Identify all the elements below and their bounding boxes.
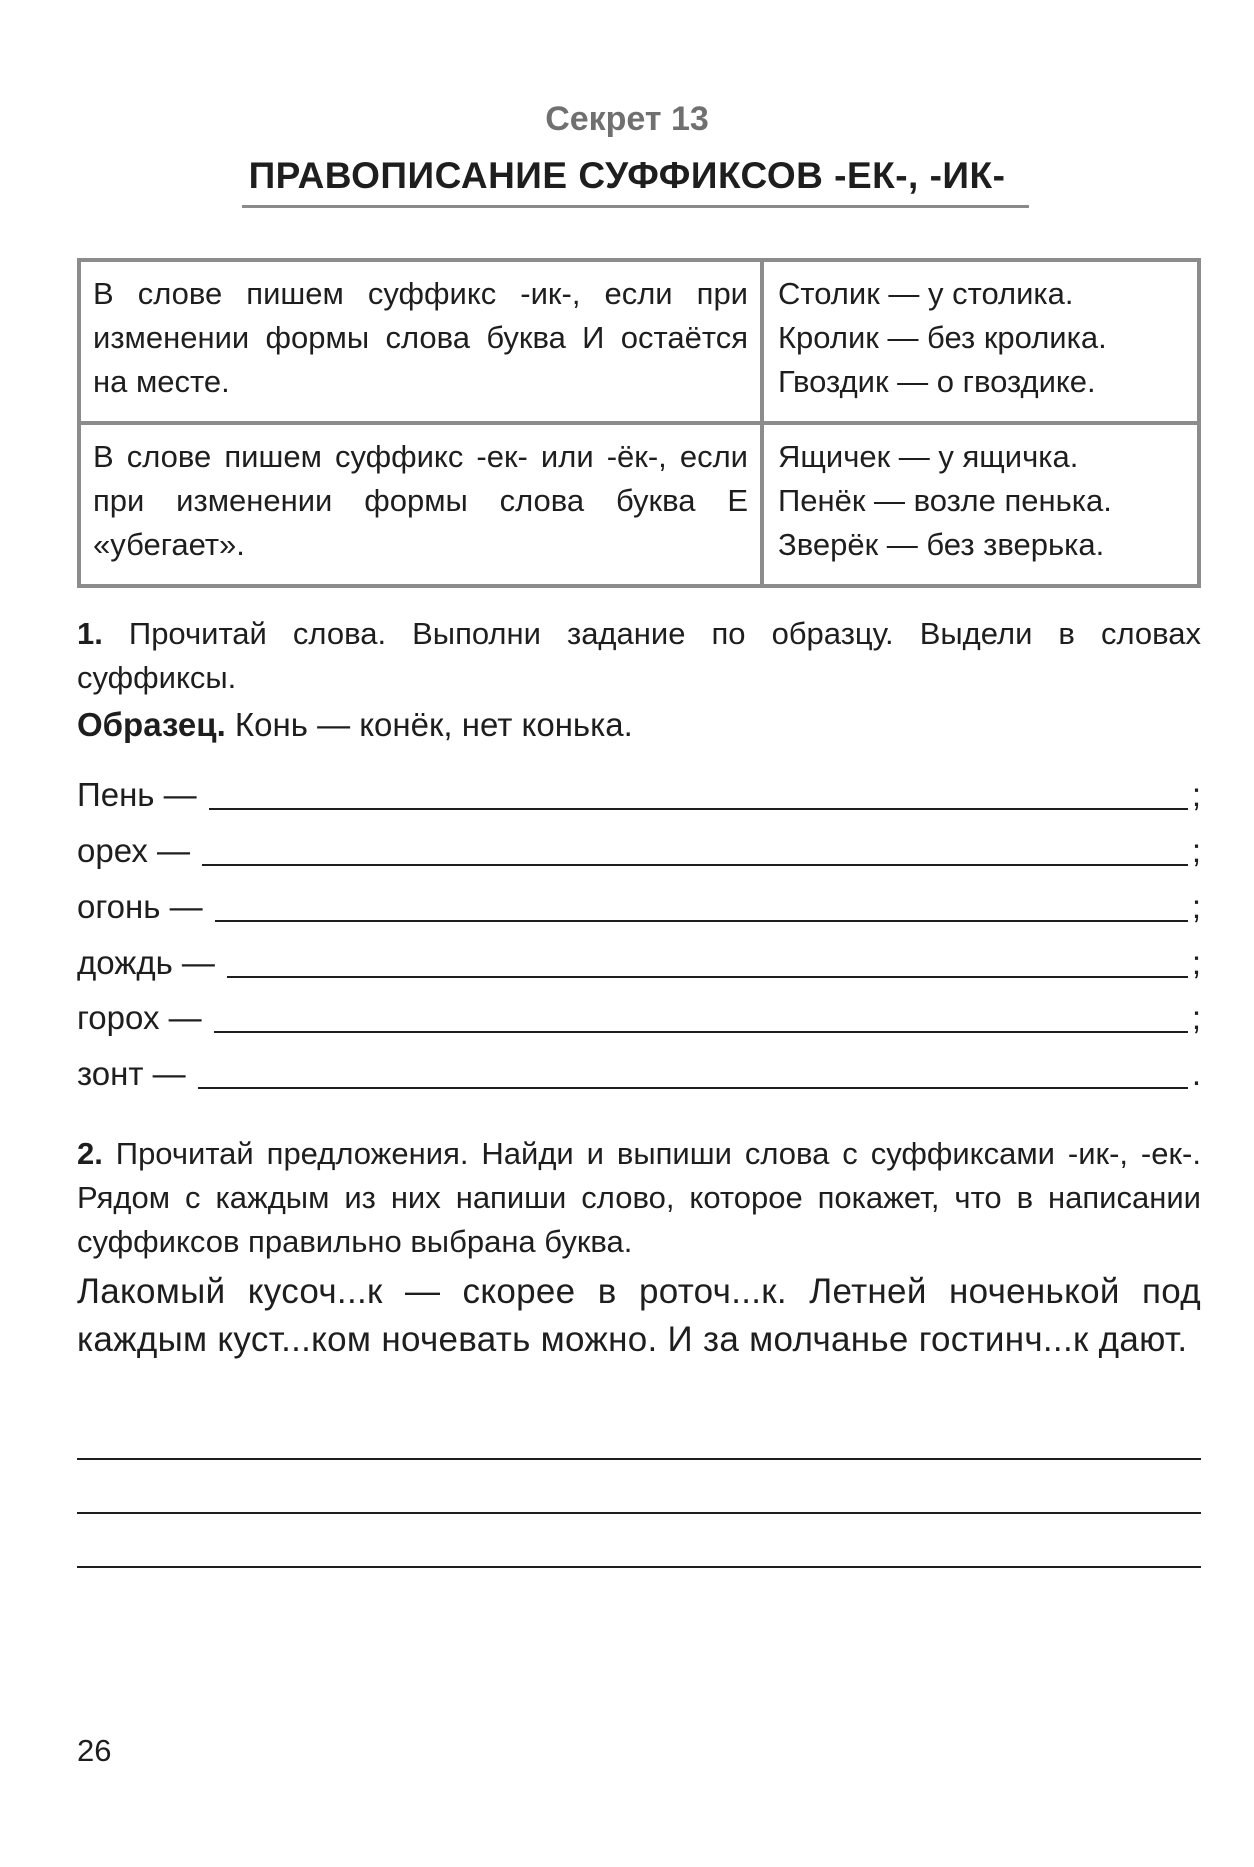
fill-word: горох — <box>77 999 202 1036</box>
answer-line[interactable] <box>77 1458 1201 1460</box>
fill-punct: . <box>1191 1055 1201 1092</box>
fill-word: Пень — <box>77 776 197 813</box>
answer-blank[interactable] <box>227 946 1188 978</box>
task1-sample <box>77 703 633 747</box>
section-label: Секрет 13 <box>545 100 709 138</box>
fill-word: орех — <box>77 832 191 869</box>
rules-row-ik <box>79 260 1199 423</box>
fill-word: дождь — <box>77 944 215 981</box>
fill-punct: ; <box>1191 888 1201 925</box>
rule-ek-text: В слове пишем суффикс -ек- или -ёк-, если при изменении формы слова буква Е «убегает». <box>79 423 762 586</box>
rule-ek-examples <box>762 423 1199 586</box>
rules-row-ek <box>79 423 1199 586</box>
page-title: ПРАВОПИСАНИЕ СУФФИКСОВ -ЕК-, -ИК- <box>248 155 1006 196</box>
answer-blank[interactable] <box>198 1057 1188 1089</box>
sample-text: Конь — конёк, нет конька. <box>234 706 633 743</box>
fill-punct: ; <box>1191 999 1201 1036</box>
answer-line[interactable] <box>77 1512 1201 1514</box>
task2-number: 2. <box>77 1136 103 1171</box>
answer-blank[interactable] <box>209 778 1188 810</box>
fill-row-ogon <box>77 882 1201 932</box>
fill-punct: ; <box>1191 776 1201 813</box>
task1-number: 1. <box>77 616 103 651</box>
fill-punct: ; <box>1191 832 1201 869</box>
rules-table <box>77 258 1201 588</box>
example-line: Пенёк — возле пенька. <box>778 483 1112 518</box>
fill-row-zont <box>77 1049 1201 1099</box>
answer-line[interactable] <box>77 1566 1201 1568</box>
fill-row-goroh <box>77 993 1201 1043</box>
fill-row-pen <box>77 770 1201 820</box>
sample-label: Образец. <box>77 706 226 743</box>
task1-instruction <box>77 612 1201 700</box>
fill-punct: ; <box>1191 944 1201 981</box>
example-line: Гвоздик — о гвоздике. <box>778 364 1096 399</box>
task1-text: Прочитай слова. Выполни задание по образцу. Выдели в словах суффиксы. <box>77 616 1201 695</box>
answer-blank[interactable] <box>215 890 1188 922</box>
rule-ik-examples <box>762 260 1199 423</box>
answer-blank[interactable] <box>202 834 1188 866</box>
example-line: Ящичек — у ящичка. <box>778 439 1079 474</box>
task2-proverbs: Лакомый кусоч...к — скорее в роточ...к. Летней ноченькой под каждым куст...ком ночевать можно. И за молчанье гостинч...к дают. <box>77 1272 1201 1359</box>
task2-text: Прочитай предложения. Найди и выпиши слова с суффиксами -ик-, -ек-. Рядом с каждым из них напиши слово, которое покажет, что в написании суффиксов правильно выбрана буква. <box>77 1136 1201 1259</box>
task2-instruction <box>77 1132 1201 1264</box>
fill-word: зонт — <box>77 1055 186 1092</box>
page-number: 26 <box>77 1733 112 1768</box>
title-underline <box>242 205 1029 208</box>
fill-row-oreh <box>77 826 1201 876</box>
rule-ik-text: В слове пишем суффикс -ик-, если при изменении формы слова буква И остаётся на месте. <box>79 260 762 423</box>
example-line: Кролик — без кролика. <box>778 320 1107 355</box>
fill-word: огонь — <box>77 888 203 925</box>
fill-row-dozhd <box>77 938 1201 988</box>
answer-blank[interactable] <box>214 1001 1188 1033</box>
example-line: Зверёк — без зверька. <box>778 527 1105 562</box>
example-line: Столик — у столика. <box>778 276 1074 311</box>
